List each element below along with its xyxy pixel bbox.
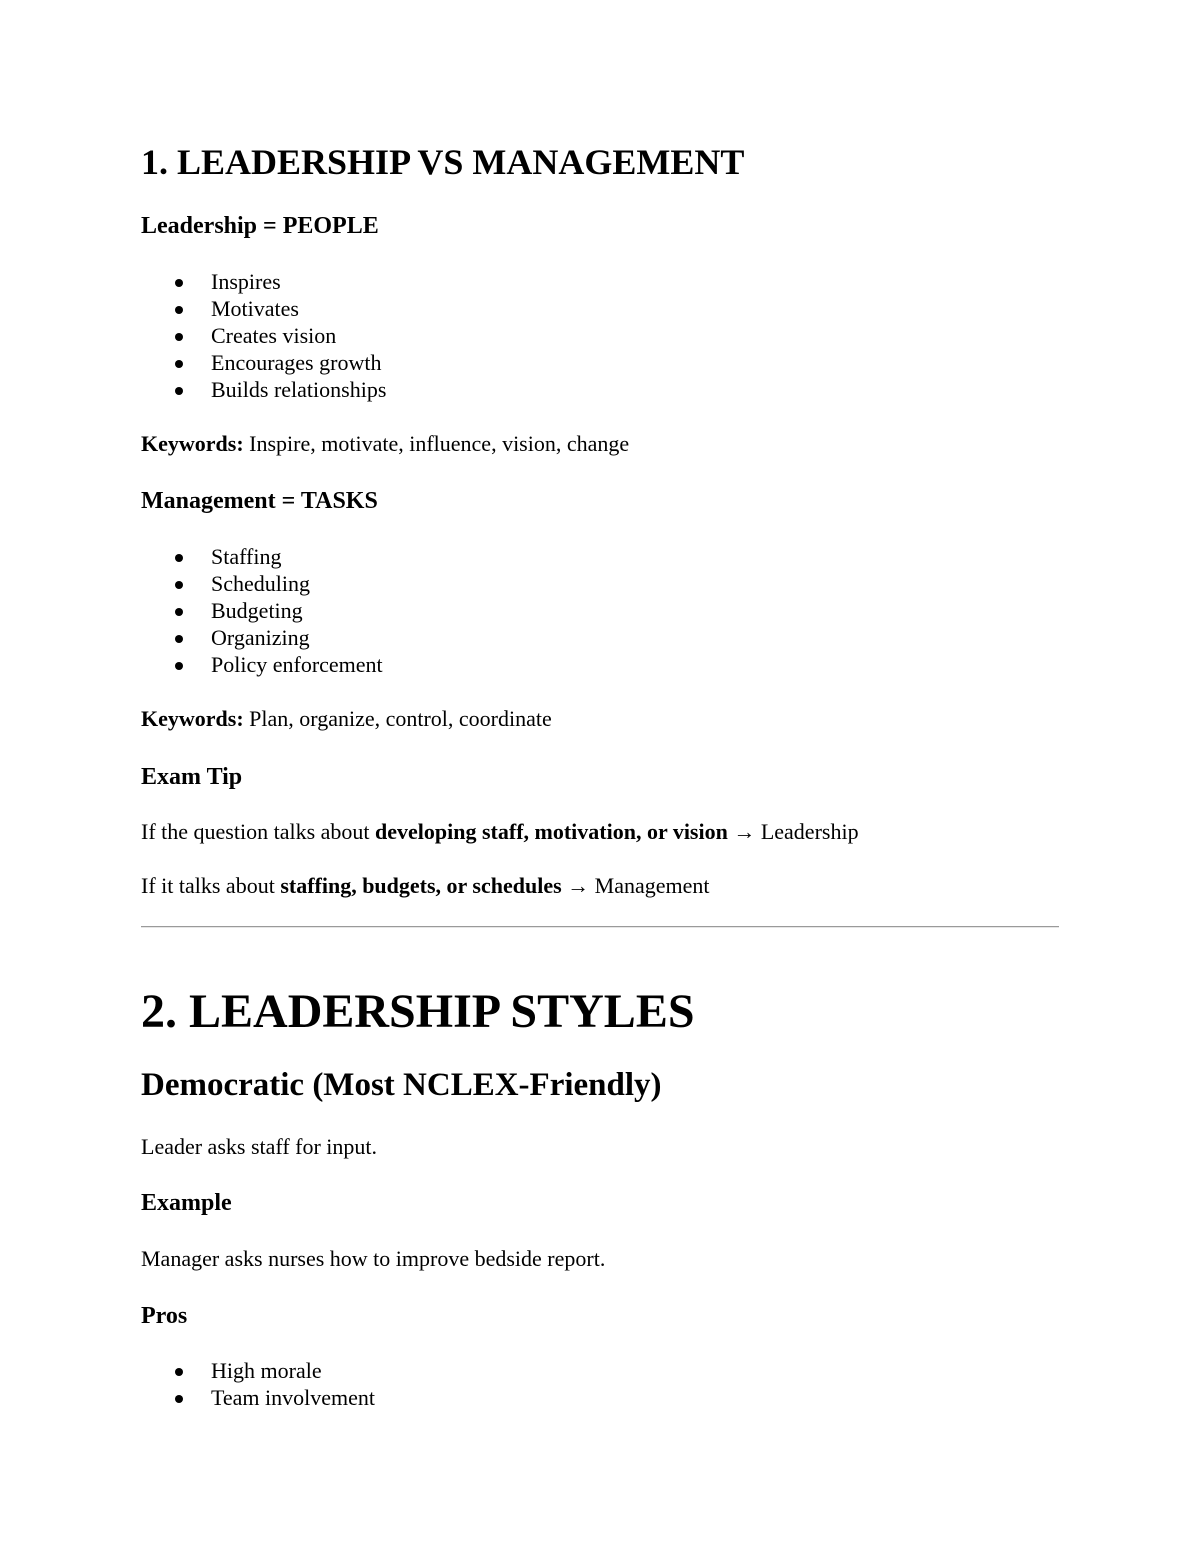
- document-page: [141, 0, 1059, 1553]
- management-tasks-list: [141, 544, 383, 679]
- list-item: Staffing: [141, 544, 383, 571]
- list-item: Inspires: [141, 269, 386, 296]
- keywords-text: Inspire, motivate, influence, vision, change: [243, 431, 630, 456]
- list-item: Budgeting: [141, 598, 383, 625]
- exam-tip-emphasis: staffing, budgets, or schedules: [280, 873, 562, 898]
- leadership-traits-list: [141, 269, 386, 404]
- pros-list: [141, 1358, 375, 1412]
- keywords-label: Keywords:: [141, 431, 244, 456]
- list-item: Builds relationships: [141, 377, 386, 404]
- management-heading: Management = TASKS: [141, 488, 378, 514]
- democratic-heading: Democratic (Most NCLEX-Friendly): [141, 1067, 662, 1103]
- exam-tip-management: [141, 873, 710, 899]
- section-1-title: 1. LEADERSHIP VS MANAGEMENT: [141, 142, 745, 182]
- exam-tip-text: If the question talks about: [141, 819, 376, 844]
- exam-tip-answer: → Leadership: [727, 819, 859, 844]
- list-item: Encourages growth: [141, 350, 386, 377]
- list-item: Organizing: [141, 625, 383, 652]
- democratic-description: Leader asks staff for input.: [141, 1134, 378, 1159]
- section-2-title: 2. LEADERSHIP STYLES: [141, 985, 695, 1038]
- management-keywords: [141, 706, 552, 732]
- exam-tip-emphasis: developing staff, motivation, or vision: [375, 819, 728, 844]
- list-item: High morale: [141, 1358, 375, 1385]
- list-item: Motivates: [141, 296, 386, 323]
- leadership-heading: Leadership = PEOPLE: [141, 213, 379, 239]
- keywords-label: Keywords:: [141, 706, 244, 731]
- list-item: Policy enforcement: [141, 652, 383, 679]
- exam-tip-answer: → Management: [561, 873, 710, 898]
- exam-tip-heading: Exam Tip: [141, 764, 243, 790]
- leadership-keywords: [141, 431, 629, 457]
- exam-tip-text: If it talks about: [141, 873, 281, 898]
- list-item: Scheduling: [141, 571, 383, 598]
- horizontal-divider: [141, 926, 1059, 928]
- example-text: Manager asks nurses how to improve bedside report.: [141, 1246, 606, 1271]
- keywords-text: Plan, organize, control, coordinate: [243, 706, 552, 731]
- list-item: Creates vision: [141, 323, 386, 350]
- list-item: Team involvement: [141, 1385, 375, 1412]
- exam-tip-leadership: [141, 819, 859, 845]
- pros-heading: Pros: [141, 1303, 188, 1329]
- example-heading: Example: [141, 1190, 232, 1216]
